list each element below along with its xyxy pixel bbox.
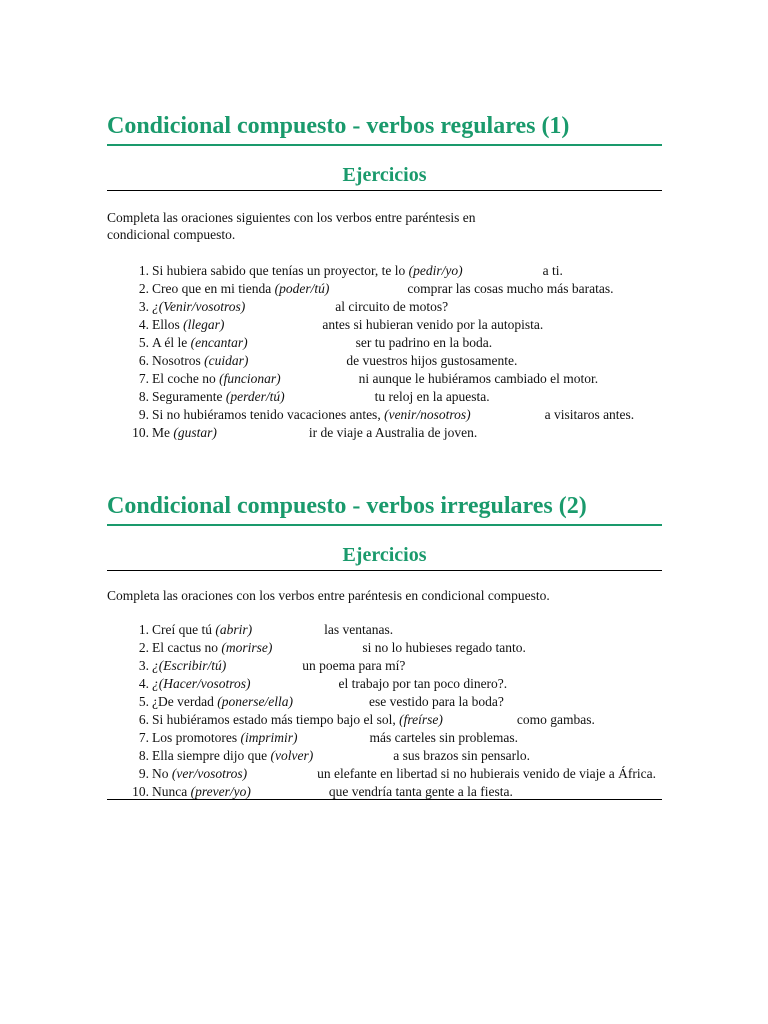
exercise-item (107, 334, 662, 352)
item-sentence (152, 370, 662, 388)
verb-hint: (ponerse/ella) (217, 694, 293, 709)
item-sentence (152, 280, 662, 298)
item-sentence (152, 298, 662, 316)
verb-hint: ¿(Escribir/tú) (152, 658, 227, 673)
sentence-start: Si hubiéramos estado más tiempo bajo el sol, (152, 712, 400, 727)
item-number: 4. (138, 676, 149, 691)
item-number: 2. (138, 640, 149, 655)
sentence-end: ni aunque le hubiéramos cambiado el motor. (358, 371, 599, 386)
sentence-end: más carteles sin problemas. (369, 730, 518, 745)
section-subtitle: Ejercicios (107, 542, 662, 571)
exercise-item (107, 783, 662, 801)
sentence-end: que vendría tanta gente a la fiesta. (328, 784, 513, 799)
sentence-end: comprar las cosas mucho más baratas. (407, 281, 614, 296)
item-number: 4. (138, 317, 149, 332)
item-number: 9. (138, 766, 149, 781)
item-sentence (152, 352, 662, 370)
sentence-end: un poema para mí? (302, 658, 406, 673)
instructions-text: Completa las oraciones siguientes con los verbos entre paréntesis en condicional compuesto. (107, 210, 476, 242)
item-sentence (152, 783, 662, 801)
item-sentence (152, 711, 662, 729)
item-number: 5. (138, 694, 149, 709)
sentence-end: a visitaros antes. (544, 407, 635, 422)
exercise-item (107, 747, 662, 765)
sentence-start: Creí que tú (152, 622, 216, 637)
instructions-text: Completa las oraciones con los verbos entre paréntesis en condicional compuesto. (107, 588, 550, 603)
item-sentence (152, 729, 662, 747)
verb-hint: (llegar) (183, 317, 225, 332)
item-sentence (152, 316, 662, 334)
sentence-end: ir de viaje a Australia de joven. (308, 425, 478, 440)
item-number: 8. (138, 748, 149, 763)
verb-hint: (funcionar) (219, 371, 281, 386)
sentence-end: antes si hubieran venido por la autopista. (322, 317, 544, 332)
verb-hint: (cuidar) (204, 353, 249, 368)
sentence-start: Los promotores (152, 730, 241, 745)
sentence-end: como gambas. (516, 712, 595, 727)
item-number: 10. (132, 425, 149, 440)
sentence-end: ser tu padrino en la boda. (355, 335, 493, 350)
exercise-item (107, 639, 662, 657)
exercise-item (107, 298, 662, 316)
item-sentence (152, 657, 662, 675)
item-sentence (152, 675, 662, 693)
item-number: 7. (138, 371, 149, 386)
sentence-end: el trabajo por tan poco dinero?. (338, 676, 508, 691)
item-sentence (152, 747, 662, 765)
exercise-item (107, 424, 662, 442)
verb-hint: ¿(Hacer/vosotros) (152, 676, 251, 691)
verb-hint: (poder/tú) (274, 281, 330, 296)
section-title: Condicional compuesto - verbos irregulares (2) (107, 490, 662, 526)
sentence-end: si no lo hubieses regado tanto. (362, 640, 526, 655)
sentence-end: de vuestros hijos gustosamente. (346, 353, 518, 368)
sentence-start: Nunca (152, 784, 191, 799)
exercise-item (107, 711, 662, 729)
verb-hint: (pedir/yo) (408, 263, 463, 278)
sentence-start: Me (152, 425, 174, 440)
sentence-start: A él le (152, 335, 191, 350)
exercise-item (107, 729, 662, 747)
sentence-end: a ti. (542, 263, 563, 278)
verb-hint: (prever/yo) (190, 784, 251, 799)
exercise-item (107, 675, 662, 693)
item-sentence (152, 621, 662, 639)
verb-hint: (ver/vosotros) (171, 766, 248, 781)
sentence-start: El cactus no (152, 640, 222, 655)
verb-hint: (perder/tú) (225, 389, 285, 404)
sentence-start: Ellos (152, 317, 184, 332)
item-sentence (152, 262, 662, 280)
section-subtitle: Ejercicios (107, 162, 662, 191)
exercise-item (107, 693, 662, 711)
exercise-section-regulares (107, 110, 662, 442)
sentence-start: Si hubiera sabido que tenías un proyector, te lo (152, 263, 409, 278)
item-number: 2. (138, 281, 149, 296)
exercise-item (107, 621, 662, 639)
exercise-item (107, 406, 662, 424)
exercise-item (107, 262, 662, 280)
sentence-start: Nosotros (152, 353, 205, 368)
item-sentence (152, 388, 662, 406)
verb-hint: (encantar) (190, 335, 248, 350)
item-number: 3. (138, 299, 149, 314)
sentence-start: Si no hubiéramos tenido vacaciones antes, (152, 407, 385, 422)
verb-hint: (imprimir) (240, 730, 298, 745)
item-number: 1. (138, 263, 149, 278)
section-title: Condicional compuesto - verbos regulares (1) (107, 110, 662, 146)
verb-hint: (morirse) (221, 640, 273, 655)
sentence-end: al circuito de motos? (335, 299, 449, 314)
verb-hint: (volver) (270, 748, 314, 763)
item-sentence (152, 424, 662, 442)
item-sentence (152, 406, 662, 424)
sentence-end: las ventanas. (324, 622, 394, 637)
item-number: 3. (138, 658, 149, 673)
sentence-start: Seguramente (152, 389, 226, 404)
item-sentence (152, 693, 662, 711)
sentence-end: tu reloj en la apuesta. (374, 389, 490, 404)
verb-hint: (gustar) (173, 425, 217, 440)
exercise-item (107, 657, 662, 675)
item-number: 1. (138, 622, 149, 637)
item-number: 9. (138, 407, 149, 422)
item-number: 10. (132, 784, 149, 799)
exercise-item (107, 280, 662, 298)
verb-hint: (freírse) (399, 712, 443, 727)
verb-hint: (abrir) (215, 622, 253, 637)
item-number: 7. (138, 730, 149, 745)
item-number: 6. (138, 353, 149, 368)
exercise-item (107, 352, 662, 370)
sentence-start: El coche no (152, 371, 220, 386)
exercise-list (107, 262, 662, 442)
exercise-item (107, 316, 662, 334)
verb-hint: ¿(Venir/vosotros) (152, 299, 246, 314)
exercise-section-irregulares (107, 490, 662, 800)
sentence-start: ¿De verdad (152, 694, 218, 709)
item-sentence (152, 639, 662, 657)
item-sentence (152, 334, 662, 352)
sentence-end: ese vestido para la boda? (368, 694, 504, 709)
item-number: 6. (138, 712, 149, 727)
verb-hint: (venir/nosotros) (384, 407, 471, 422)
sentence-start: Ella siempre dijo que (152, 748, 271, 763)
sentence-start: No (152, 766, 172, 781)
item-number: 8. (138, 389, 149, 404)
sentence-end: a sus brazos sin pensarlo. (393, 748, 531, 763)
exercise-item (107, 370, 662, 388)
sentence-end: un elefante en libertad si no hubierais venido de viaje a África. (317, 766, 656, 781)
item-number: 5. (138, 335, 149, 350)
exercise-item (107, 765, 662, 783)
exercise-item (107, 388, 662, 406)
item-sentence (152, 765, 662, 783)
sentence-start: Creo que en mi tienda (152, 281, 275, 296)
exercise-list (107, 621, 662, 801)
